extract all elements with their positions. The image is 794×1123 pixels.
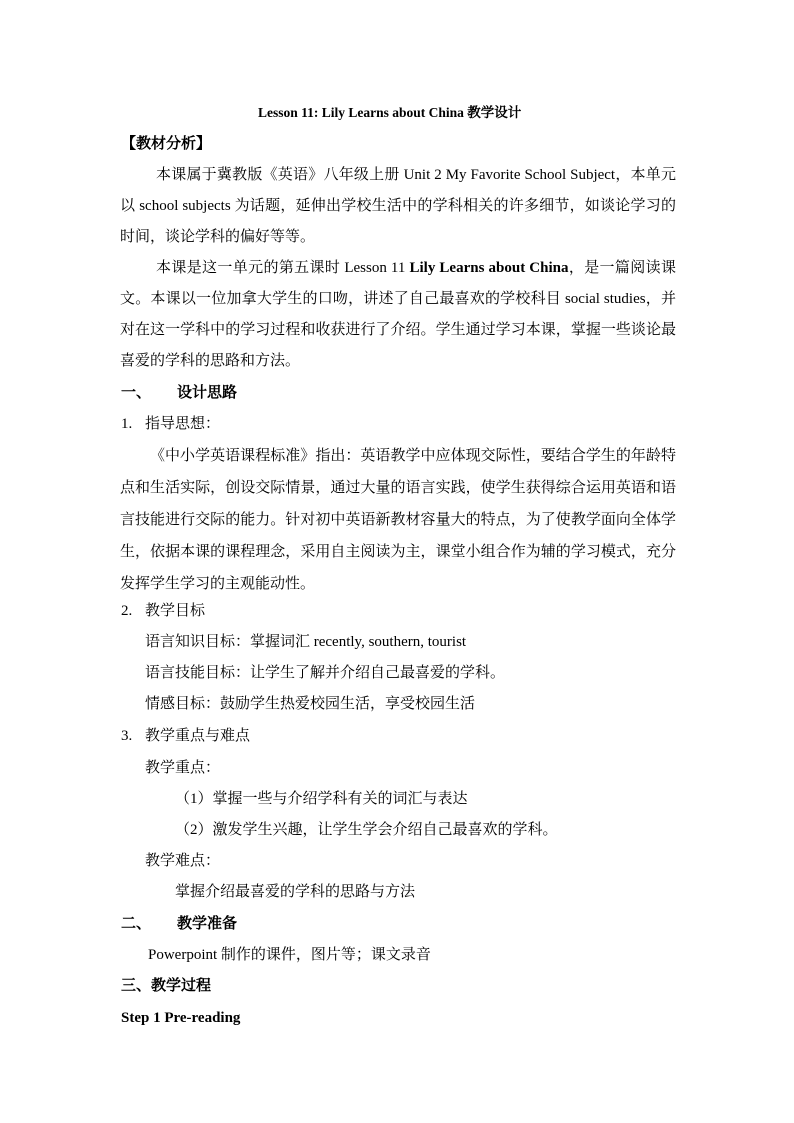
key-point-1: （1）掌握一些与介绍学科有关的词汇与表达: [175, 791, 468, 807]
lesson-name-bold: Lily Learns about China: [409, 260, 569, 276]
difficult-points-label: 教学难点：: [145, 853, 221, 869]
goal-skill: 语言技能目标：让学生了解并介绍自己最喜爱的学科。: [145, 665, 506, 681]
analysis-paragraph-1: 本课属于冀教版《英语》八年级上册 Unit 2 My Favorite School Subject，本单元以 school subjects 为话题，延伸出学校生活中的学科相关的许多细节，如谈论学习的时间，谈论学科的偏好等等。: [120, 167, 676, 245]
goal-knowledge: 语言知识目标：掌握词汇 recently, southern, tourist: [145, 634, 467, 650]
key-point-2: （2）激发学生兴趣，让学生学会介绍自己最喜欢的学科。: [175, 822, 558, 838]
item-2-number: 2.: [121, 603, 133, 619]
section-1-heading: [121, 383, 237, 403]
analysis-paragraph-2-rest: ，是一篇阅读课文。本课以一位加拿大学生的口吻，讲述了自己最喜欢的学校科目 social studies，并对在这一学科中的学习过程和收获进行了介绍。学生通过学习本课，掌握一些谈论最喜爱的学科的思路和方法。: [120, 260, 676, 369]
item-2-title: 教学目标: [145, 603, 206, 619]
analysis-paragraph-2-text: 本课是这一单元的第五课时 Lesson 11: [156, 260, 410, 276]
difficult-point-1: 掌握介绍最喜爱的学科的思路与方法: [175, 884, 416, 900]
section-3-heading: 三、教学过程: [121, 978, 212, 994]
document-title: Lesson 11: Lily Learns about China 教学设计: [258, 105, 522, 120]
section-2-title: 教学准备: [177, 916, 238, 932]
section-1-number: 一、: [121, 385, 152, 401]
analysis-heading: 【教材分析】: [121, 136, 212, 152]
item-1-title: 指导思想：: [145, 416, 221, 432]
item-1-heading: [121, 414, 220, 434]
preparation-text: Powerpoint 制作的课件，图片等；课文录音: [148, 947, 431, 963]
item-1-number: 1.: [121, 416, 133, 432]
item-3-heading: [121, 726, 250, 746]
goal-emotion: 情感目标：鼓励学生热爱校园生活，享受校园生活: [145, 696, 476, 712]
section-2-heading: [121, 914, 237, 934]
analysis-paragraph-2: [120, 253, 676, 377]
item-3-title: 教学重点与难点: [145, 728, 251, 744]
step-1-heading: Step 1 Pre-reading: [121, 1010, 241, 1026]
section-1-title: 设计思路: [177, 385, 238, 401]
section-2-number: 二、: [121, 916, 152, 932]
item-2-heading: [121, 601, 205, 621]
guiding-principle-paragraph: 《中小学英语课程标准》指出：英语教学中应体现交际性，要结合学生的年龄特点和生活实际，创设交际情景，通过大量的语言实践，使学生获得综合运用英语和语言技能进行交际的能力。针对初中英语新教材容量大的特点，为了使教学面向全体学生，依据本课的课程理念，采用自主阅读为主，课堂小组合作为辅的学习模式，充分发挥学生学习的主观能动性。: [120, 448, 676, 592]
key-points-label: 教学重点：: [145, 760, 221, 776]
item-3-number: 3.: [121, 728, 133, 744]
